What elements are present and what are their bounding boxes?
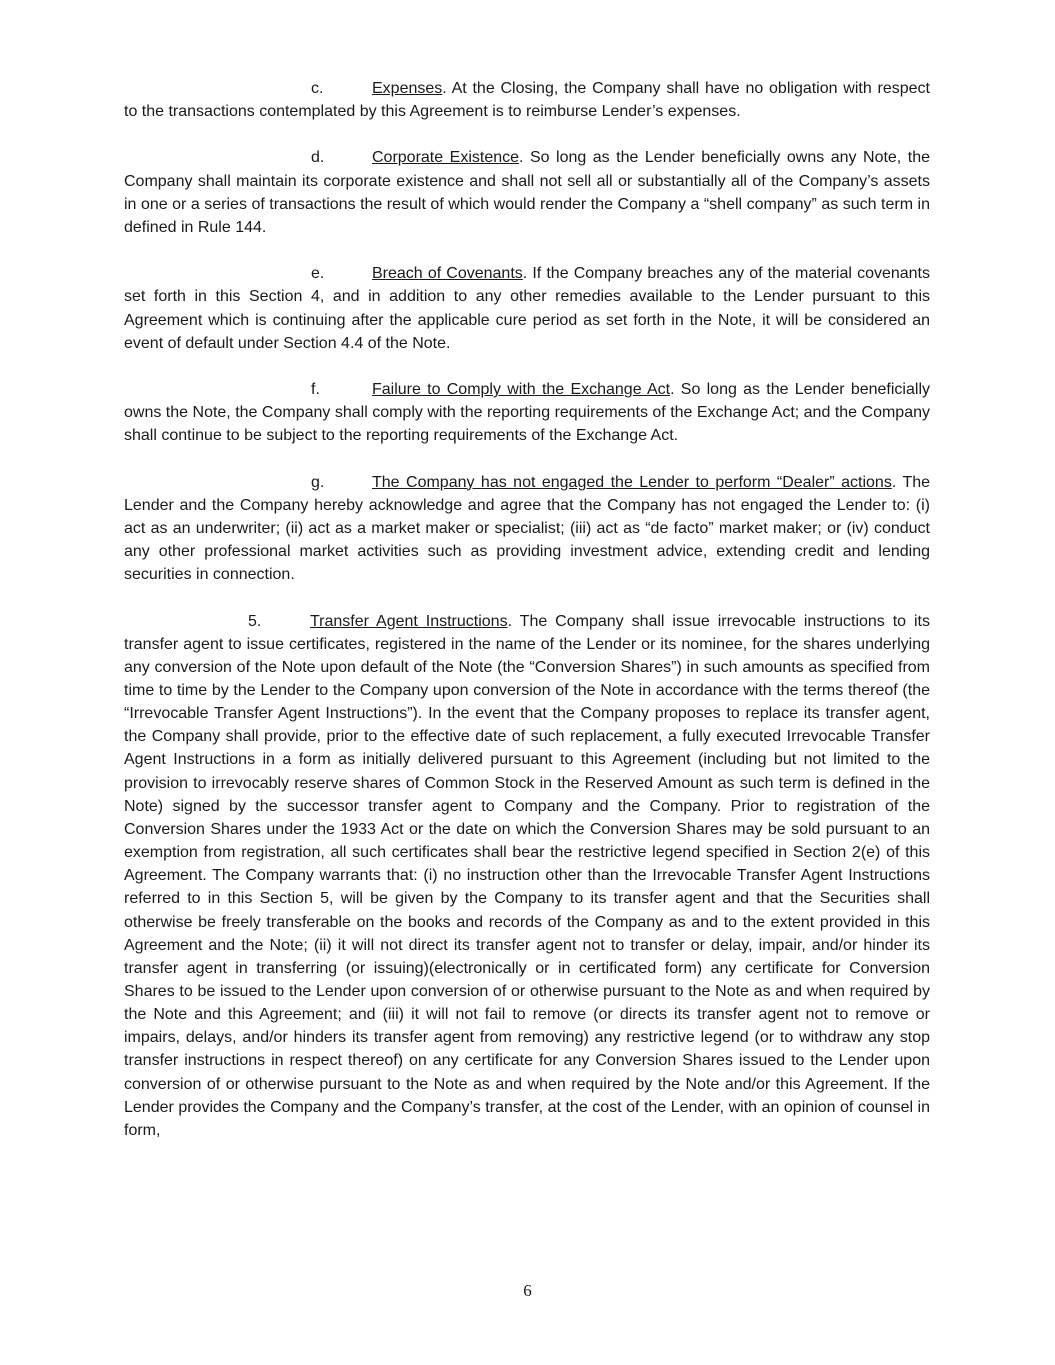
item-label: f. (311, 380, 320, 398)
section-4e-breach-of-covenants (124, 262, 930, 355)
section-5-transfer-agent-instructions (124, 610, 930, 1143)
section-4d-corporate-existence (124, 146, 930, 239)
item-heading: Expenses (372, 80, 443, 97)
document-page (124, 77, 930, 1165)
item-body: . If the Company breaches any of the material covenants set forth in this Section 4, and in addition to any other remedies available to the Lender pursuant to this Agreement which is continuing after the applicable cure period as set forth in the Note, it will be considered an event of default under Section 4.4 of the Note. (124, 265, 931, 352)
item-body: . So long as the Lender beneficially owns the Note, the Company shall comply with the reporting requirements of the Exchange Act; and the Company shall continue to be subject to the reporting requirements of the Exchange Act. (124, 380, 930, 445)
item-label: e. (311, 265, 325, 283)
item-label: 5. (248, 612, 262, 630)
item-heading: The Company has not engaged the Lender to perform “Dealer” actions (372, 473, 892, 491)
item-label: c. (311, 80, 324, 97)
section-4g-dealer-actions (124, 471, 930, 587)
item-body: . At the Closing, the Company shall have no obligation with respect to the transactions contemplated by this Agreement is to reimburse Lender’s expenses. (124, 80, 930, 121)
section-4c-expenses (124, 77, 930, 123)
section-4f-exchange-act (124, 378, 930, 447)
item-label: d. (311, 149, 325, 167)
item-label: g. (311, 473, 325, 491)
item-heading: Corporate Existence (372, 149, 520, 167)
page-number: 6 (523, 1281, 532, 1300)
item-heading: Transfer Agent Instructions (310, 612, 508, 630)
item-body: . The Lender and the Company hereby acknowledge and agree that the Company has not engaged the Lender to: (i) act as an underwriter; (ii) act as a market maker or specialist; (iii) act as “de facto” market maker; or (iv) conduct any other professional market activities such as providing investment advice, extending credit and lending securities in connection. (124, 473, 931, 584)
item-body: . So long as the Lender beneficially owns any Note, the Company shall maintain its corporate existence and shall not sell all or substantially all of the Company’s assets in one or a series of transactions the result of which would render the Company a “shell company” as such term in defined in Rule 144. (124, 149, 930, 236)
item-body: . The Company shall issue irrevocable instructions to its transfer agent to issue certificates, registered in the name of the Lender or its nominee, for the shares underlying any conversion of the Note upon default of the Note (the “Conversion Shares”) in such amounts as specified from time to time by the Lender to the Company upon conversion of the Note in accordance with the terms thereof (the “Irrevocable Transfer Agent Instructions”). In the event that the Company proposes to replace its transfer agent, the Company shall provide, prior to the effective date of such replacement, a fully executed Irrevocable Transfer Agent Instructions in a form as initially delivered pursuant to this Agreement (including but not limited to the provision to irrevocably reserve shares of Common Stock in the Reserved Amount as such term is defined in the Note) signed by the successor transfer agent to Company and the Company. Prior to registration of the Conversion Shares under the 1933 Act or the date on which the Conversion Shares may be sold pursuant to an exemption from registration, all such certificates shall bear the restrictive legend specified in Section 2(e) of this Agreement. The Company warrants that: (i) no instruction other than the Irrevocable Transfer Agent Instructions referred to in this Section 5, will be given by the Company to its transfer agent and that the Securities shall otherwise be freely transferable on the books and records of the Company as and to the extent provided in this Agreement and the Note; (ii) it will not direct its transfer agent not to transfer or delay, impair, and/or hinder its transfer agent in transferring (or issuing)(electronically or in certificated form) any certificate for Conversion Shares to be issued to the Lender upon conversion of or otherwise pursuant to the Note as and when required by the Note and this Agreement; and (iii) it will not fail to remove (or directs its transfer agent not to remove or impairs, delays, and/or hinders its transfer agent from removing) any restrictive legend (or to withdraw any stop transfer instructions in respect thereof) on any certificate for any Conversion Shares issued to the Lender upon conversion of or otherwise pursuant to the Note as and when required by the Note and/or this Agreement. If the Lender provides the Company and the Company’s transfer, at the cost of the Lender, with an opinion of counsel in form, (124, 612, 930, 1139)
item-heading: Breach of Covenants (372, 265, 523, 283)
item-heading: Failure to Comply with the Exchange Act (372, 380, 671, 398)
